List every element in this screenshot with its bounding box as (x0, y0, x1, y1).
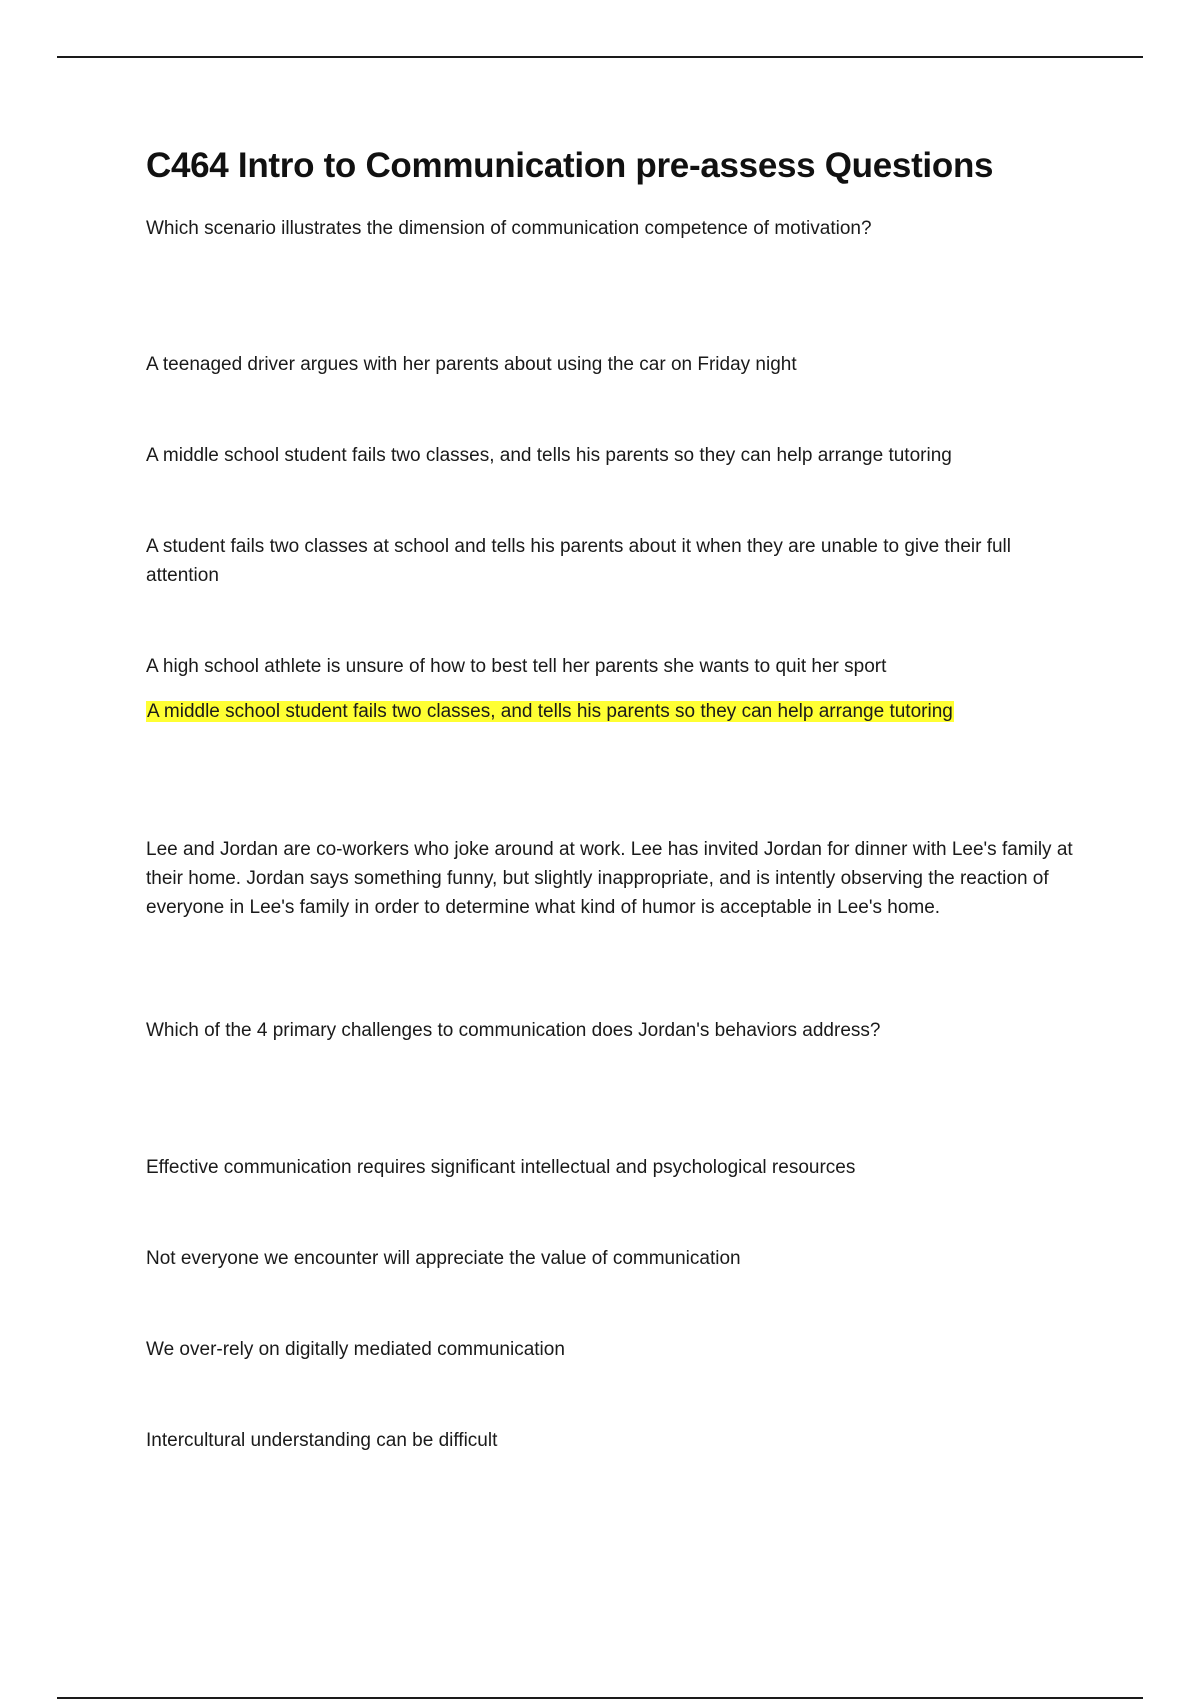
question-1-prompt: Which scenario illustrates the dimension of communication competence of motivation? (146, 218, 872, 239)
question-1-option-d: A high school athlete is unsure of how to best tell her parents she wants to quit her sport (146, 656, 887, 677)
question-1-option-c: A student fails two classes at school and tells his parents about it when they are unable to give their full attention (146, 536, 1012, 586)
question-2-option-c: We over-rely on digitally mediated communication (146, 1339, 565, 1360)
question-2-option-d: Intercultural understanding can be difficult (146, 1430, 498, 1451)
document-title: C464 Intro to Communication pre-assess Questions (146, 146, 994, 185)
answer-highlight: A middle school student fails two classes, and tells his parents so they can help arrange tutoring (147, 701, 953, 722)
header-rule (57, 56, 1143, 58)
question-2-option-a: Effective communication requires significant intellectual and psychological resources (146, 1157, 856, 1178)
question-1-option-b: A middle school student fails two classes, and tells his parents so they can help arrange tutoring (146, 445, 952, 466)
question-2-option-b: Not everyone we encounter will appreciate the value of communication (146, 1248, 741, 1269)
question-1-option-a: A teenaged driver argues with her parents about using the car on Friday night (146, 354, 797, 375)
question-2-prompt: Which of the 4 primary challenges to communication does Jordan's behaviors address? (146, 1020, 881, 1041)
question-1-answer (146, 697, 1086, 726)
footer-rule (57, 1697, 1143, 1699)
question-2-scenario: Lee and Jordan are co-workers who joke around at work. Lee has invited Jordan for dinner with Lee's family at their home. Jordan says something funny, but slightly inappropriate, and is intently observing the reaction of everyone in Lee's family in order to determine what kind of humor is acceptable in Lee's home. (146, 839, 1073, 918)
